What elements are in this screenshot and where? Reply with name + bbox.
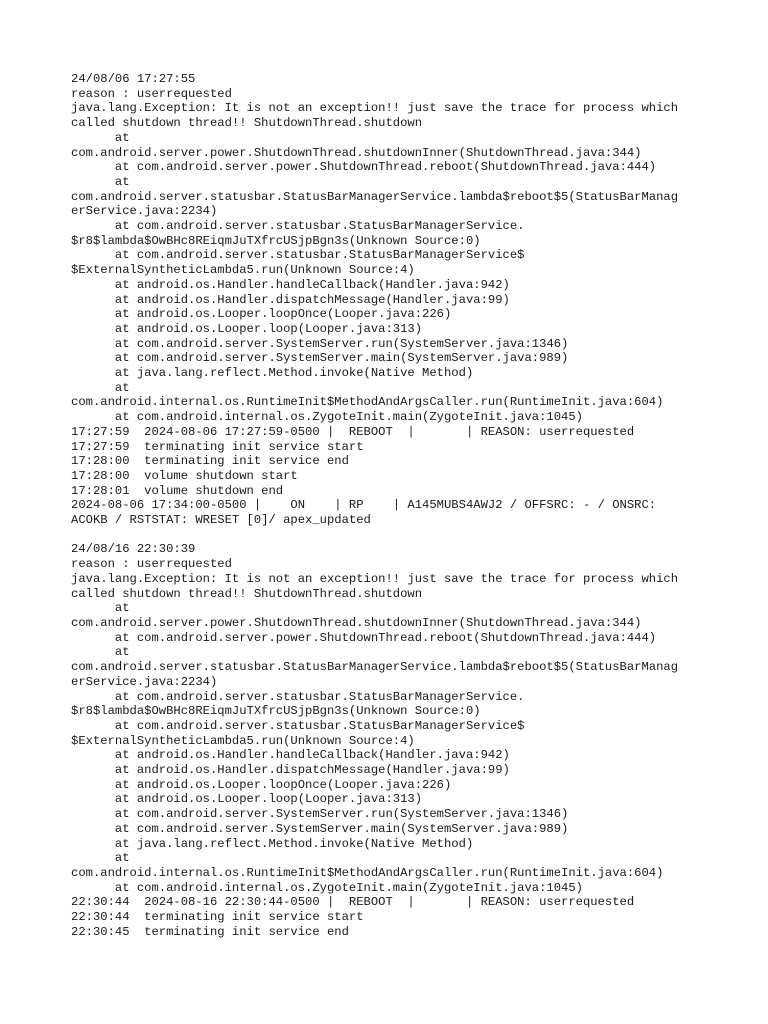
log-line: at: [71, 851, 130, 866]
log-line: called shutdown thread!! ShutdownThread.shutdown: [71, 586, 423, 601]
log-line: 22:30:44 2024-08-16 22:30:44-0500 | REBOOT | | REASON: userrequested: [71, 895, 635, 910]
log-line: com.android.server.statusbar.StatusBarManagerService.lambda$reboot$5(StatusBarManag: [71, 189, 679, 204]
log-line: java.lang.Exception: It is not an exception!! just save the trace for process which: [71, 101, 679, 116]
log-line: 17:27:59 2024-08-06 17:27:59-0500 | REBOOT | | REASON: userrequested: [71, 424, 635, 439]
log-line: at java.lang.reflect.Method.invoke(Native Method): [71, 836, 474, 851]
log-line: 24/08/06 17:27:55: [71, 72, 196, 86]
log-line: at com.android.server.SystemServer.main(SystemServer.java:989): [71, 351, 569, 366]
log-line: 17:28:01 volume shutdown end: [71, 483, 284, 498]
log-line: $ExternalSyntheticLambda5.run(Unknown Source:4): [71, 733, 415, 748]
log-line: called shutdown thread!! ShutdownThread.shutdown: [71, 116, 423, 131]
log-document: [71, 72, 711, 954]
log-line: com.android.internal.os.RuntimeInit$MethodAndArgsCaller.run(RuntimeInit.java:604): [71, 865, 664, 880]
log-line: at com.android.server.statusbar.StatusBarManagerService$: [71, 248, 525, 263]
log-line: com.android.internal.os.RuntimeInit$MethodAndArgsCaller.run(RuntimeInit.java:604): [71, 395, 664, 410]
log-line: at android.os.Handler.handleCallback(Handler.java:942): [71, 748, 510, 763]
log-line: at android.os.Looper.loop(Looper.java:313): [71, 792, 423, 807]
log-line: at com.android.server.SystemServer.run(SystemServer.java:1346): [71, 807, 569, 822]
log-line: at: [71, 174, 130, 189]
log-line: at android.os.Handler.dispatchMessage(Handler.java:99): [71, 292, 510, 307]
log-line: reason : userrequested: [71, 86, 232, 101]
log-line: $ExternalSyntheticLambda5.run(Unknown Source:4): [71, 263, 415, 278]
log-line: 17:27:59 terminating init service start: [71, 439, 364, 454]
log-line: com.android.server.power.ShutdownThread.shutdownInner(ShutdownThread.java:344): [71, 145, 642, 160]
log-line: at: [71, 130, 130, 145]
log-line: ACOKB / RSTSTAT: WRESET [0]/ apex_updated: [71, 513, 371, 528]
log-line: at com.android.internal.os.ZygoteInit.main(ZygoteInit.java:1045): [71, 410, 583, 425]
log-line: at java.lang.reflect.Method.invoke(Native Method): [71, 366, 474, 381]
log-line: at android.os.Looper.loopOnce(Looper.java:226): [71, 777, 452, 792]
log-line: 24/08/16 22:30:39: [71, 542, 196, 557]
log-line: reason : userrequested: [71, 557, 232, 572]
log-line: at android.os.Looper.loop(Looper.java:313): [71, 321, 423, 336]
log-line: erService.java:2234): [71, 204, 218, 219]
log-line: 17:28:00 terminating init service end: [71, 454, 349, 469]
log-line: 2024-08-06 17:34:00-0500 | ON | RP | A145MUBS4AWJ2 / OFFSRC: - / ONSRC:: [71, 498, 657, 513]
log-line: at com.android.server.statusbar.StatusBarManagerService.: [71, 689, 525, 704]
log-line: at: [71, 601, 130, 616]
log-line: at com.android.server.statusbar.StatusBarManagerService.: [71, 219, 525, 234]
log-line: at com.android.server.statusbar.StatusBarManagerService$: [71, 718, 525, 733]
log-entry-1: [71, 72, 711, 528]
log-line: com.android.server.power.ShutdownThread.shutdownInner(ShutdownThread.java:344): [71, 616, 642, 630]
log-line: at com.android.server.power.ShutdownThread.reboot(ShutdownThread.java:444): [71, 160, 657, 175]
log-line: 17:28:00 volume shutdown start: [71, 468, 298, 483]
log-line: java.lang.Exception: It is not an exception!! just save the trace for process which: [71, 571, 679, 586]
log-line: at: [71, 380, 130, 395]
log-line: $r8$lambda$OwBHc8REiqmJuTXfrcUSjpBgn3s(Unknown Source:0): [71, 233, 481, 248]
log-line: at com.android.internal.os.ZygoteInit.main(ZygoteInit.java:1045): [71, 880, 583, 895]
log-line: at com.android.server.SystemServer.main(SystemServer.java:989): [71, 821, 569, 836]
log-line: at: [71, 645, 130, 660]
log-line: erService.java:2234): [71, 674, 218, 689]
log-line: 22:30:45 terminating init service end: [71, 924, 349, 939]
log-line: at com.android.server.power.ShutdownThread.reboot(ShutdownThread.java:444): [71, 630, 657, 645]
log-line: com.android.server.statusbar.StatusBarManagerService.lambda$reboot$5(StatusBarManag: [71, 660, 679, 675]
log-line: at android.os.Looper.loopOnce(Looper.java:226): [71, 307, 452, 322]
log-line: 22:30:44 terminating init service start: [71, 910, 364, 925]
log-line: $r8$lambda$OwBHc8REiqmJuTXfrcUSjpBgn3s(Unknown Source:0): [71, 704, 481, 719]
log-line: at android.os.Handler.dispatchMessage(Handler.java:99): [71, 763, 510, 778]
log-entry-2: [71, 542, 711, 939]
log-line: at android.os.Handler.handleCallback(Handler.java:942): [71, 277, 510, 292]
log-line: at com.android.server.SystemServer.run(SystemServer.java:1346): [71, 336, 569, 351]
